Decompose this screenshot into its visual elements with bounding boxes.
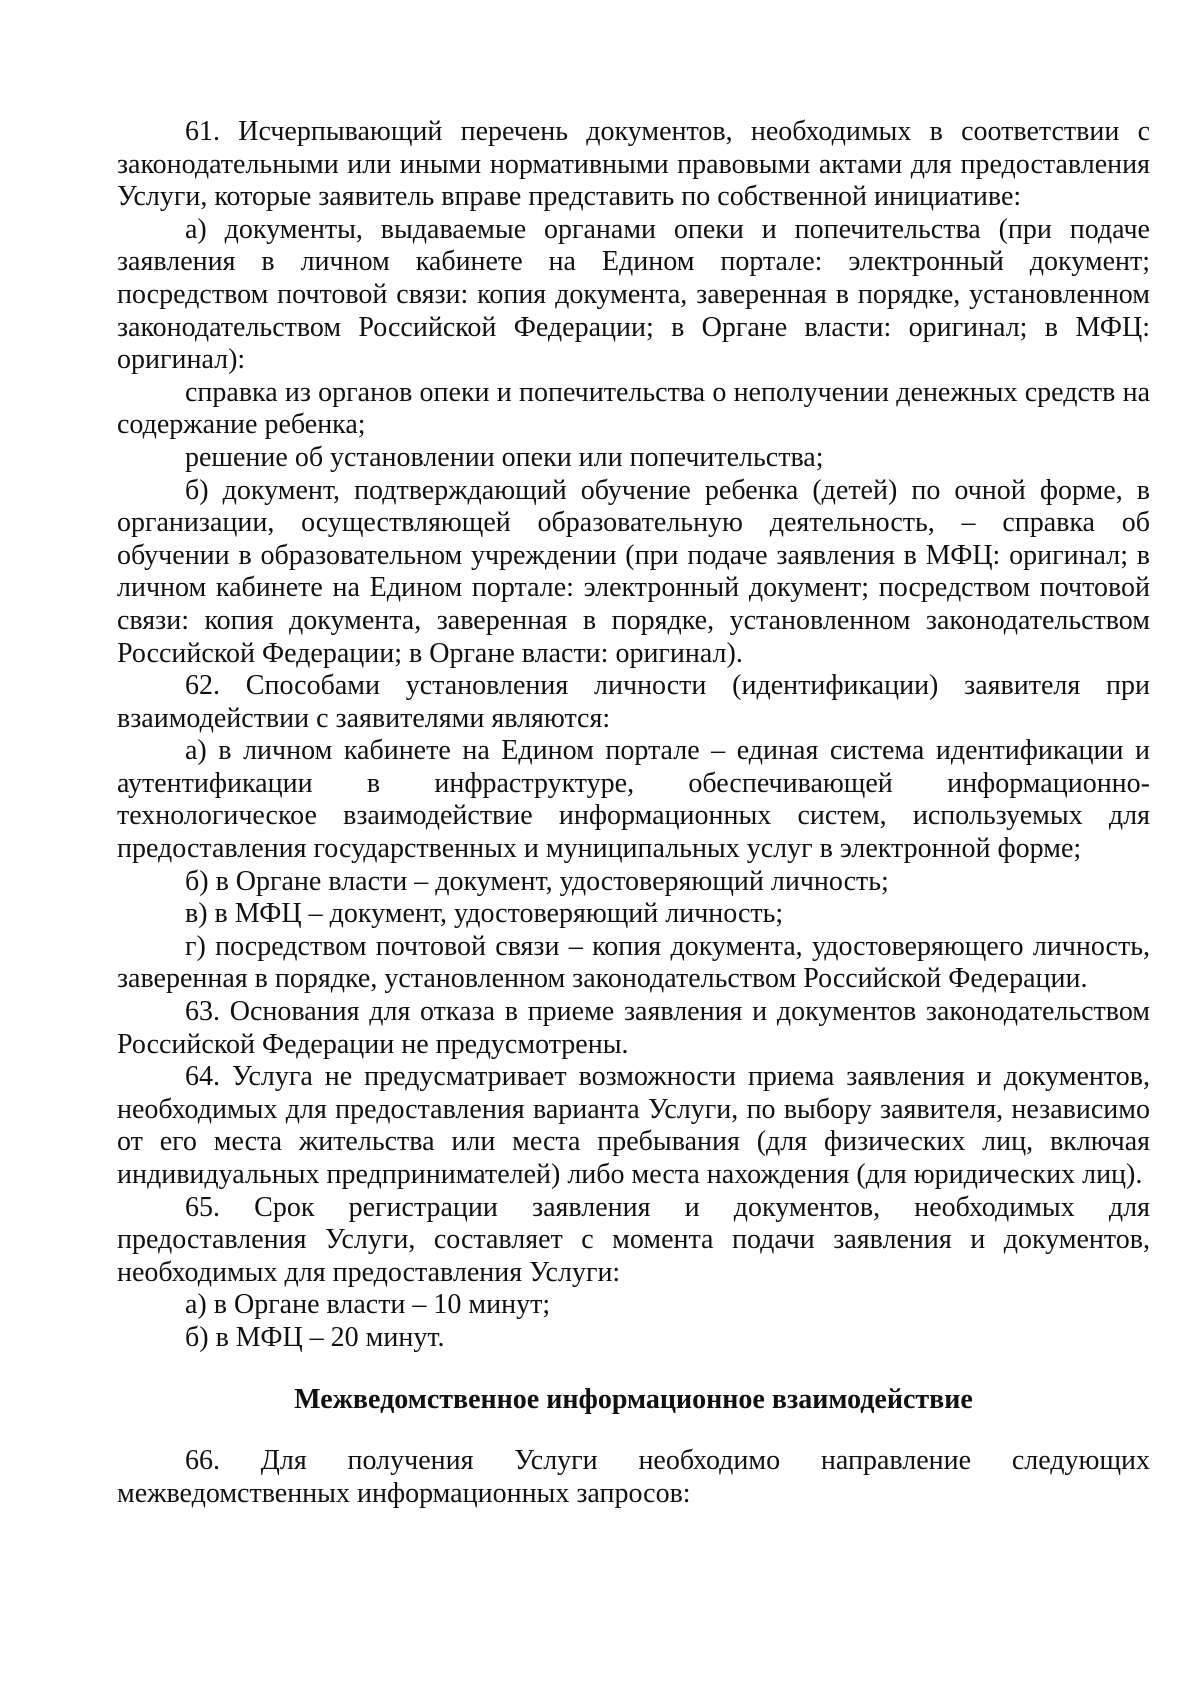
paragraph-66: 66. Для получения Услуги необходимо направление следующих межведомственных информационных запросов:	[117, 1445, 1150, 1509]
document-page	[117, 116, 1150, 1510]
paragraph-61-a-item-1: справка из органов опеки и попечительства о неполучении денежных средств на содержание ребенка;	[117, 376, 1150, 441]
section-heading: Межведомственное информационное взаимодействие	[294, 1383, 973, 1415]
paragraph-65-a: а) в Органе власти – 10 минут;	[185, 1289, 551, 1321]
paragraph-65-b: б) в МФЦ – 20 минут.	[185, 1321, 445, 1353]
paragraph-63: 63. Основания для отказа в приеме заявления и документов законодательством Российской Федерации не предусмотрены.	[117, 996, 1150, 1060]
paragraph-61-b: б) документ, подтверждающий обучение ребенка (детей) по очной форме, в организации, осуществляющей образовательную деятельность, – справка об обучении в образовательном учреждении (при подаче заявления в МФЦ: оригинал; в личном кабинете на Едином портале: электронный документ; посредством почтовой связи: копия документа, заверенная в порядке, установленном законодательством Российской Федерации; в Органе власти: оригинал).	[117, 474, 1150, 669]
paragraph-62: 62. Способами установления личности (идентификации) заявителя при взаимодействии с заявителями являются:	[117, 670, 1150, 734]
paragraph-64: 64. Услуга не предусматривает возможности приема заявления и документов, необходимых для предоставления варианта Услуги, по выбору заявителя, независимо от его места жительства или места пребывания (для физических лиц, включая индивидуальных предпринимателей) либо места нахождения (для юридических лиц).	[117, 1061, 1150, 1190]
paragraph-62-b: б) в Органе власти – документ, удостоверяющий личность;	[185, 865, 889, 897]
paragraph-62-a: а) в личном кабинете на Едином портале – единая система идентификации и аутентификации в инфраструктуре, обеспечивающей информационно-технологическое взаимодействие информационных систем, используемых для предоставления государственных и муниципальных услуг в электронной форме;	[117, 735, 1150, 865]
paragraph-61-a-item-2: решение об установлении опеки или попечительства;	[185, 441, 824, 473]
paragraph-62-g: г) посредством почтовой связи – копия документа, удостоверяющего личность, заверенная в порядке, установленном законодательством Российской Федерации.	[117, 930, 1150, 995]
paragraph-65: 65. Срок регистрации заявления и документов, необходимых для предоставления Услуги, составляет с момента подачи заявления и документов, необходимых для предоставления Услуги:	[117, 1191, 1150, 1288]
paragraph-62-v: в) в МФЦ – документ, удостоверяющий личность;	[185, 898, 784, 930]
paragraph-61-a: а) документы, выдаваемые органами опеки и попечительства (при подаче заявления в личном кабинете на Едином портале: электронный документ; посредством почтовой связи: копия документа, заверенная в порядке, установленном законодательством Российской Федерации; в Органе власти: оригинал; в МФЦ: оригинал):	[117, 213, 1150, 376]
paragraph-61: 61. Исчерпывающий перечень документов, необходимых в соответствии с законодательными или иными нормативными правовыми актами для предоставления Услуги, которые заявитель вправе представить по собственной инициативе:	[117, 116, 1150, 213]
